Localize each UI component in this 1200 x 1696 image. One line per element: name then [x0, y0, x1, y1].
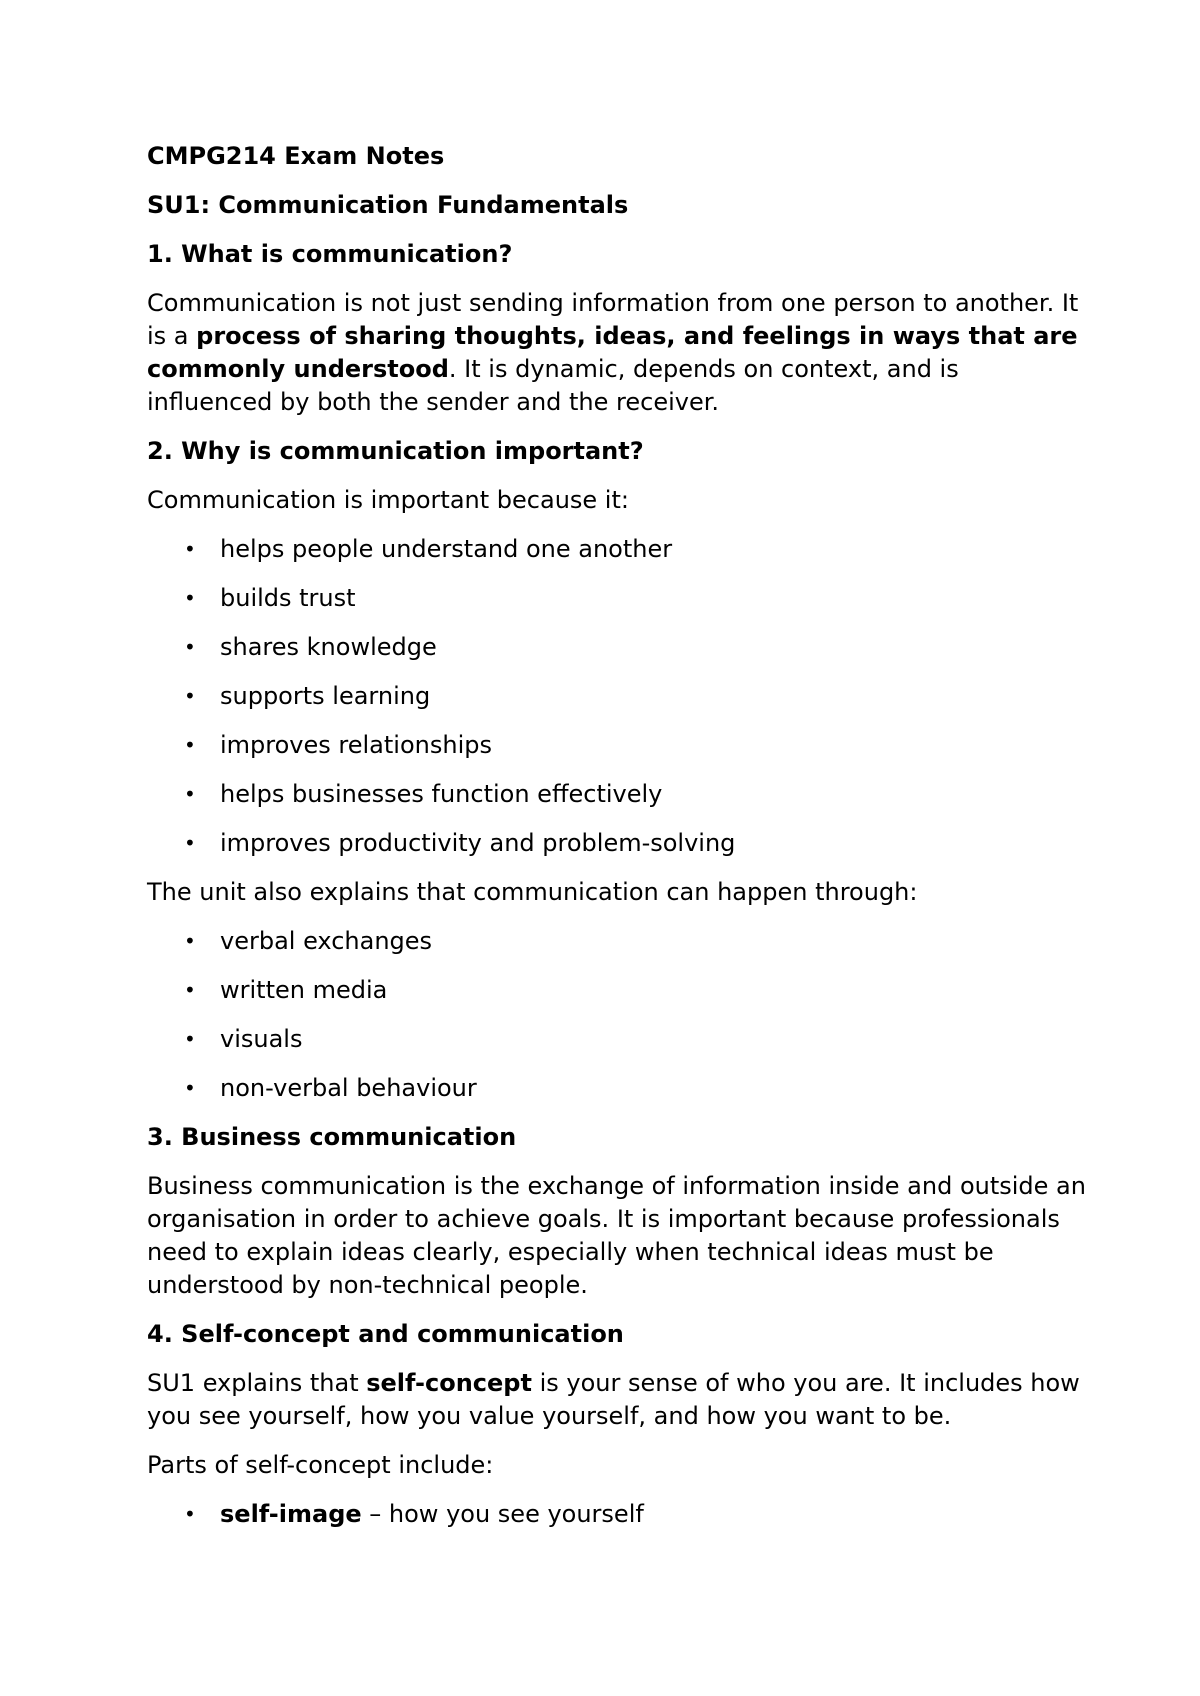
- bullet-icon: •: [184, 978, 196, 1002]
- self-concept-parts-list: [147, 1498, 1087, 1531]
- list-item: [147, 925, 1087, 958]
- list-item: [147, 729, 1087, 762]
- text-run: Communication is not just sending information from one person to another. It is a: [147, 289, 1079, 350]
- list-item-text: shares knowledge: [220, 633, 437, 661]
- channels-list: [147, 925, 1087, 1105]
- list-item-text: supports learning: [220, 682, 431, 710]
- paragraph-self-concept-parts-intro: Parts of self-concept include:: [147, 1451, 494, 1479]
- bullet-icon: •: [184, 782, 196, 806]
- list-item: [147, 778, 1087, 811]
- text-run: SU1 explains that: [147, 1369, 367, 1397]
- bullet-icon: •: [184, 635, 196, 659]
- list-item: [147, 680, 1087, 713]
- list-item-term: self-image: [220, 1500, 362, 1528]
- list-item: [147, 827, 1087, 860]
- paragraph-business-communication: Business communication is the exchange of information inside and outside an organisation in order to achieve goals. It is important because professionals need to explain ideas clearly, especially when technical ideas must be understood by non-technical people.: [147, 1172, 1086, 1299]
- heading-business-communication: 3. Business communication: [147, 1123, 517, 1151]
- list-item: [147, 974, 1087, 1007]
- paragraph-channels-intro: The unit also explains that communication can happen through:: [147, 878, 918, 906]
- document-body: [147, 140, 1087, 1547]
- bullet-icon: •: [184, 537, 196, 561]
- list-item-text: helps businesses function effectively: [220, 780, 663, 808]
- importance-list: [147, 533, 1087, 860]
- list-item-text: improves productivity and problem-solving: [220, 829, 736, 857]
- heading-self-concept: 4. Self-concept and communication: [147, 1320, 624, 1348]
- list-item-text: helps people understand one another: [220, 535, 673, 563]
- bullet-icon: •: [184, 586, 196, 610]
- bold-text-run: process of sharing thoughts, ideas, and feelings in ways that are commonly understood: [147, 322, 1078, 383]
- list-item-text: visuals: [220, 1025, 303, 1053]
- list-item: [147, 1072, 1087, 1105]
- bullet-icon: •: [184, 684, 196, 708]
- bullet-icon: •: [184, 929, 196, 953]
- list-item: [147, 1498, 1087, 1531]
- heading-what-is-communication: 1. What is communication?: [147, 240, 513, 268]
- list-item: [147, 533, 1087, 566]
- list-item-text: builds trust: [220, 584, 356, 612]
- list-item: [147, 1023, 1087, 1056]
- text-run: is your sense of who you are. It includes how you see yourself, how you value yourself, and how you want to be.: [147, 1369, 1080, 1430]
- list-item: [147, 631, 1087, 664]
- heading-why-important: 2. Why is communication important?: [147, 437, 644, 465]
- bullet-icon: •: [184, 1076, 196, 1100]
- list-item-text: written media: [220, 976, 388, 1004]
- list-item: [147, 582, 1087, 615]
- bullet-icon: •: [184, 733, 196, 757]
- list-item-text: verbal exchanges: [220, 927, 433, 955]
- section-heading: SU1: Communication Fundamentals: [147, 191, 629, 219]
- list-item-text: non-verbal behaviour: [220, 1074, 477, 1102]
- list-item-text: improves relationships: [220, 731, 492, 759]
- list-item-text: – how you see yourself: [361, 1500, 644, 1528]
- bullet-icon: •: [184, 831, 196, 855]
- paragraph-importance-intro: Communication is important because it:: [147, 486, 629, 514]
- text-run: . It is dynamic, depends on context, and is influenced by both the sender and the receiver.: [147, 355, 959, 416]
- document-title: CMPG214 Exam Notes: [147, 142, 445, 170]
- bold-text-run: self-concept: [366, 1369, 532, 1397]
- bullet-icon: •: [184, 1502, 196, 1526]
- paragraph-communication-definition: [147, 287, 1087, 419]
- paragraph-self-concept: [147, 1367, 1087, 1433]
- bullet-icon: •: [184, 1027, 196, 1051]
